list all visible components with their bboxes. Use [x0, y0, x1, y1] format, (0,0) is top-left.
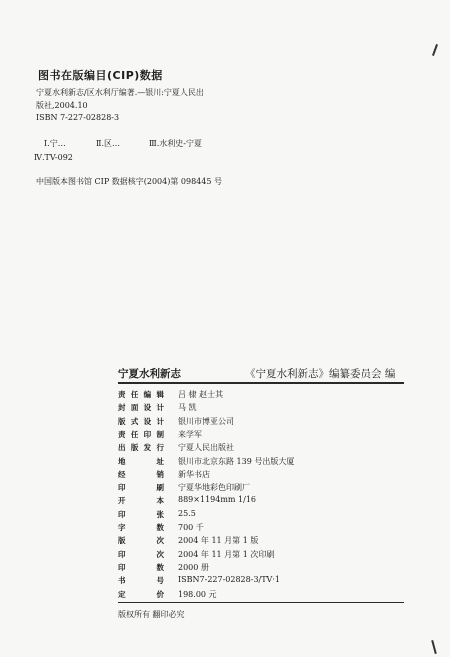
colophon-row-label: 定价	[118, 589, 164, 599]
colophon-row-label: 责任印制	[118, 429, 164, 439]
colophon-row-label: 印数	[118, 562, 164, 572]
colophon-row-value: 2004 年 11 月第 1 次印刷	[178, 549, 275, 559]
colophon-row-value: 2004 年 11 月第 1 版	[178, 536, 259, 546]
colophon-row-value: 马 凯	[178, 403, 197, 413]
colophon-row-label: 开本	[118, 496, 164, 506]
colophon-row-label: 责任编辑	[118, 390, 164, 399]
colophon-row-value: 宁夏人民出版社	[178, 443, 234, 453]
colophon-row-label: 书号	[118, 576, 164, 586]
colophon-row-value: 来学军	[178, 429, 202, 439]
colophon-row-label: 地址	[118, 456, 164, 466]
colophon-row-label: 字数	[118, 523, 164, 532]
colophon-row-label: 印刷	[118, 483, 164, 493]
cip-bibliographic-line-2: 版社,2004.10	[36, 101, 88, 110]
colophon-row-label: 出版发行	[118, 443, 164, 453]
scan-mark	[432, 44, 438, 56]
cip-isbn: ISBN 7-227-02828-3	[36, 113, 120, 122]
colophon-row-value: 新华书店	[178, 469, 210, 479]
book-editor: 《宁夏水利新志》编纂委员会 编	[245, 368, 396, 380]
cip-category-1: Ⅰ.宁…	[44, 139, 66, 148]
colophon-row-value: 700 千	[178, 523, 204, 532]
cip-category-4: Ⅳ.TV-092	[34, 153, 73, 162]
colophon-row-value: 198.00 元	[178, 589, 217, 599]
colophon-row-value: 2000 册	[178, 562, 209, 572]
colophon-row-value: 银川市北京东路 139 号出版大厦	[178, 456, 295, 466]
title-rule	[118, 382, 404, 384]
colophon-row-label: 版式设计	[118, 416, 164, 426]
scan-mark	[431, 640, 437, 654]
colophon-row-label: 版次	[118, 536, 164, 546]
cip-category-3: Ⅲ.水利史-宁夏	[149, 139, 202, 148]
colophon-row-value: 宁夏华地彩色印刷厂	[178, 483, 250, 493]
colophon-row-label: 印张	[118, 509, 164, 519]
cip-heading: 图书在版编目(CIP)数据	[38, 69, 163, 82]
cip-record-number: 中国版本图书馆 CIP 数据核字(2004)第 098445 号	[36, 177, 222, 186]
cip-category-2: Ⅱ.区…	[96, 139, 120, 148]
bottom-rule	[118, 602, 404, 603]
colophon-row-value: 889×1194mm 1/16	[178, 495, 257, 505]
rights-notice: 版权所有 翻印必究	[118, 610, 185, 619]
colophon-row-label: 封面设计	[118, 403, 164, 413]
colophon-row-value: 25.5	[178, 508, 196, 518]
colophon-row-label: 经销	[118, 469, 164, 479]
colophon-row-label: 印次	[118, 549, 164, 559]
book-title: 宁夏水利新志	[118, 368, 181, 380]
cip-bibliographic-line-1: 宁夏水利新志/区水利厅编著.—银川:宁夏人民出	[36, 88, 204, 97]
colophon-row-value: ISBN7-227-02828-3/TV·1	[178, 575, 280, 585]
colophon-row-value: 银川市博亚公司	[178, 416, 234, 426]
colophon-row-value: 吕 棣 赵士其	[178, 390, 224, 399]
